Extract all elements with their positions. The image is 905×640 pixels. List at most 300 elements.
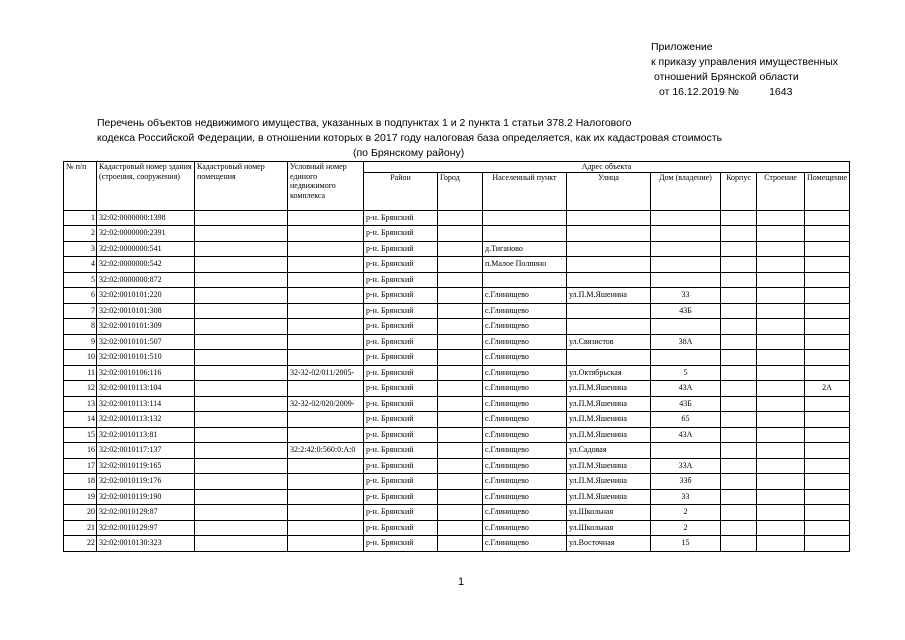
- cell-city: [438, 226, 483, 242]
- table-row: [64, 520, 850, 536]
- cell-city: [438, 257, 483, 273]
- cell-room: [805, 303, 850, 319]
- cell-cad-building: 32:02:0010130:323: [97, 536, 195, 552]
- cell-building: [757, 210, 805, 226]
- row-number: 5: [64, 272, 97, 288]
- cell-room: [805, 520, 850, 536]
- cell-room: [805, 458, 850, 474]
- header-room: Помещение: [805, 172, 850, 210]
- cell-cad-building: 32:02:0000000:542: [97, 257, 195, 273]
- cell-cond-num: [288, 412, 364, 428]
- cell-cad-room: [195, 303, 288, 319]
- page-number: 1: [458, 576, 465, 588]
- cell-house: 2: [651, 505, 721, 521]
- row-number: 8: [64, 319, 97, 335]
- table-row: [64, 303, 850, 319]
- row-number: 11: [64, 365, 97, 381]
- cell-district: р-н. Брянский: [364, 334, 438, 350]
- cell-district: р-н. Брянский: [364, 474, 438, 490]
- table-row: [64, 365, 850, 381]
- cell-cad-building: 32:02:0010113:104: [97, 381, 195, 397]
- cell-settlement: с.Глинищево: [483, 443, 567, 459]
- cell-district: р-н. Брянский: [364, 257, 438, 273]
- cell-house: [651, 272, 721, 288]
- cell-cad-building: 32:02:0010119:190: [97, 489, 195, 505]
- cell-street: [567, 303, 651, 319]
- cell-cond-num: [288, 505, 364, 521]
- cell-city: [438, 505, 483, 521]
- appendix-line-1: Приложение: [651, 41, 713, 53]
- cell-district: р-н. Брянский: [364, 536, 438, 552]
- cell-street: ул.Восточная: [567, 536, 651, 552]
- cell-room: [805, 505, 850, 521]
- cell-district: р-н. Брянский: [364, 412, 438, 428]
- appendix-line-2: к приказу управления имущественных: [651, 56, 839, 68]
- cell-house: 43Б: [651, 303, 721, 319]
- cell-cad-building: 32:02:0010101:510: [97, 350, 195, 366]
- cell-cond-num: [288, 319, 364, 335]
- row-number: 3: [64, 241, 97, 257]
- cell-room: [805, 257, 850, 273]
- cell-building: [757, 226, 805, 242]
- cell-building: [757, 272, 805, 288]
- cell-house: 65: [651, 412, 721, 428]
- cell-building: [757, 474, 805, 490]
- cell-settlement: с.Глинищево: [483, 365, 567, 381]
- cell-house: 33б: [651, 474, 721, 490]
- cell-settlement: с.Глинищево: [483, 536, 567, 552]
- appendix-line-4: [651, 85, 838, 100]
- cell-settlement: д.Тиганово: [483, 241, 567, 257]
- cell-city: [438, 334, 483, 350]
- cell-cad-room: [195, 257, 288, 273]
- cell-korpus: [721, 520, 757, 536]
- cell-district: р-н. Брянский: [364, 427, 438, 443]
- table-row: [64, 458, 850, 474]
- cell-korpus: [721, 334, 757, 350]
- cell-room: [805, 536, 850, 552]
- cell-cad-building: 32:02:0010113:81: [97, 427, 195, 443]
- row-number: 21: [64, 520, 97, 536]
- title-line-3: (по Брянскому району): [353, 147, 465, 159]
- cell-cond-num: [288, 303, 364, 319]
- cell-street: ул.П.М.Яшенина: [567, 396, 651, 412]
- appendix-line-3: отношений Брянской области: [654, 71, 799, 83]
- cell-settlement: с.Глинищево: [483, 288, 567, 304]
- cell-district: р-н. Брянский: [364, 226, 438, 242]
- cell-district: р-н. Брянский: [364, 288, 438, 304]
- table-row: [64, 241, 850, 257]
- cell-building: [757, 365, 805, 381]
- cell-cad-building: 32:02:0010119:176: [97, 474, 195, 490]
- cell-street: [567, 210, 651, 226]
- cell-city: [438, 303, 483, 319]
- row-number: 1: [64, 210, 97, 226]
- cell-street: ул.Школьная: [567, 505, 651, 521]
- cell-cad-room: [195, 396, 288, 412]
- cell-street: [567, 241, 651, 257]
- cell-korpus: [721, 412, 757, 428]
- cell-cad-room: [195, 536, 288, 552]
- cell-cond-num: [288, 427, 364, 443]
- cell-settlement: с.Глинищево: [483, 396, 567, 412]
- cell-cad-building: 32:02:0010117:137: [97, 443, 195, 459]
- row-number: 22: [64, 536, 97, 552]
- cell-room: [805, 427, 850, 443]
- cell-street: [567, 226, 651, 242]
- cell-korpus: [721, 427, 757, 443]
- cell-cad-room: [195, 350, 288, 366]
- cell-korpus: [721, 396, 757, 412]
- cell-building: [757, 443, 805, 459]
- cell-cond-num: [288, 489, 364, 505]
- cell-room: [805, 241, 850, 257]
- title-line-2: кодекса Российской Федерации, в отношении которых в 2017 году налоговая база определяется, как их кадастровая стоимость: [97, 132, 723, 144]
- cell-cond-num: [288, 241, 364, 257]
- cell-street: ул.П.М.Яшенина: [567, 288, 651, 304]
- cell-house: 33: [651, 489, 721, 505]
- cell-settlement: [483, 226, 567, 242]
- row-number: 9: [64, 334, 97, 350]
- cell-cond-num: [288, 458, 364, 474]
- header-city: Город: [438, 172, 483, 210]
- cell-cond-num: [288, 257, 364, 273]
- header-settlement: Населенный пункт: [483, 172, 567, 210]
- cell-cad-building: 32:02:0010129:97: [97, 520, 195, 536]
- table-row: [64, 210, 850, 226]
- cell-city: [438, 241, 483, 257]
- cell-settlement: с.Глинищево: [483, 505, 567, 521]
- cell-cad-building: 32:02:0010129:87: [97, 505, 195, 521]
- cell-settlement: с.Глинищево: [483, 474, 567, 490]
- row-number: 13: [64, 396, 97, 412]
- cell-district: р-н. Брянский: [364, 350, 438, 366]
- table-row: [64, 381, 850, 397]
- cell-room: [805, 443, 850, 459]
- header-street: Улица: [567, 172, 651, 210]
- cell-building: [757, 288, 805, 304]
- row-number: 2: [64, 226, 97, 242]
- cell-street: ул.Связистов: [567, 334, 651, 350]
- cell-korpus: [721, 288, 757, 304]
- cell-city: [438, 288, 483, 304]
- cell-street: ул.П.М.Яшенина: [567, 489, 651, 505]
- title-line-1: Перечень объектов недвижимого имущества, указанных в подпунктах 1 и 2 пункта 1 статьи 378.2 Налогового: [97, 117, 632, 129]
- order-date: от 16.12.2019 №: [659, 86, 740, 98]
- header-cad-building: Кадастровый номер здания (строения, сооружения): [97, 162, 195, 211]
- cell-room: 2А: [805, 381, 850, 397]
- cell-cad-building: 32:02:0010106:116: [97, 365, 195, 381]
- row-number: 15: [64, 427, 97, 443]
- cell-korpus: [721, 226, 757, 242]
- cell-district: р-н. Брянский: [364, 272, 438, 288]
- cell-korpus: [721, 381, 757, 397]
- cell-street: [567, 319, 651, 335]
- cell-building: [757, 458, 805, 474]
- row-number: 6: [64, 288, 97, 304]
- cell-settlement: с.Глинищево: [483, 319, 567, 335]
- cell-building: [757, 257, 805, 273]
- cell-cad-building: 32:02:0010101:507: [97, 334, 195, 350]
- table-row: [64, 396, 850, 412]
- cell-settlement: [483, 272, 567, 288]
- cell-district: р-н. Брянский: [364, 303, 438, 319]
- table-row: [64, 427, 850, 443]
- cell-district: р-н. Брянский: [364, 520, 438, 536]
- order-number: 1643: [769, 86, 793, 98]
- cell-settlement: с.Глинищево: [483, 520, 567, 536]
- row-number: 12: [64, 381, 97, 397]
- row-number: 7: [64, 303, 97, 319]
- cell-room: [805, 396, 850, 412]
- cell-building: [757, 303, 805, 319]
- cell-street: ул.П.М.Яшенина: [567, 458, 651, 474]
- cell-building: [757, 396, 805, 412]
- cell-settlement: с.Глинищево: [483, 350, 567, 366]
- cell-building: [757, 536, 805, 552]
- cell-city: [438, 536, 483, 552]
- table-row: [64, 257, 850, 273]
- row-number: 14: [64, 412, 97, 428]
- cell-district: р-н. Брянский: [364, 241, 438, 257]
- header-korpus: Корпус: [721, 172, 757, 210]
- header-district: Район: [364, 172, 438, 210]
- cell-cond-num: [288, 272, 364, 288]
- cell-cad-room: [195, 210, 288, 226]
- row-number: 17: [64, 458, 97, 474]
- cell-house: [651, 257, 721, 273]
- cell-city: [438, 458, 483, 474]
- cell-settlement: с.Глинищево: [483, 458, 567, 474]
- table-row: [64, 334, 850, 350]
- cell-cond-num: [288, 226, 364, 242]
- cell-cad-room: [195, 381, 288, 397]
- cell-house: [651, 443, 721, 459]
- cell-district: р-н. Брянский: [364, 381, 438, 397]
- cell-cad-building: 32:02:0010113:132: [97, 412, 195, 428]
- property-table: [63, 161, 850, 552]
- cell-room: [805, 334, 850, 350]
- cell-room: [805, 319, 850, 335]
- cell-house: 43А: [651, 381, 721, 397]
- cell-cad-building: 32:02:0010101:309: [97, 319, 195, 335]
- cell-cond-num: [288, 520, 364, 536]
- cell-building: [757, 427, 805, 443]
- cell-building: [757, 505, 805, 521]
- cell-house: 33: [651, 288, 721, 304]
- cell-house: [651, 319, 721, 335]
- cell-room: [805, 272, 850, 288]
- cell-room: [805, 365, 850, 381]
- cell-street: ул.П.М.Яшенина: [567, 381, 651, 397]
- cell-city: [438, 319, 483, 335]
- cell-cond-num: [288, 334, 364, 350]
- table-row: [64, 288, 850, 304]
- header-address: Адрес объекта: [364, 162, 850, 173]
- cell-city: [438, 396, 483, 412]
- cell-cad-room: [195, 288, 288, 304]
- cell-cond-num: 32-32-02/020/2009-: [288, 396, 364, 412]
- cell-house: 5: [651, 365, 721, 381]
- cell-city: [438, 520, 483, 536]
- cell-korpus: [721, 303, 757, 319]
- table-row: [64, 505, 850, 521]
- cell-room: [805, 210, 850, 226]
- cell-cond-num: [288, 210, 364, 226]
- cell-cond-num: [288, 474, 364, 490]
- cell-settlement: с.Глинищево: [483, 427, 567, 443]
- cell-korpus: [721, 458, 757, 474]
- cell-district: р-н. Брянский: [364, 319, 438, 335]
- cell-korpus: [721, 474, 757, 490]
- cell-district: р-н. Брянский: [364, 443, 438, 459]
- cell-street: ул.П.М.Яшенина: [567, 474, 651, 490]
- cell-cad-building: 32:02:0000000:1398: [97, 210, 195, 226]
- cell-city: [438, 365, 483, 381]
- cell-street: ул.П.М.Яшенина: [567, 427, 651, 443]
- cell-street: ул.Октябрьская: [567, 365, 651, 381]
- cell-district: р-н. Брянский: [364, 210, 438, 226]
- row-number: 19: [64, 489, 97, 505]
- cell-house: 15: [651, 536, 721, 552]
- cell-building: [757, 350, 805, 366]
- cell-house: 43Б: [651, 396, 721, 412]
- cell-cad-room: [195, 241, 288, 257]
- cell-cad-room: [195, 272, 288, 288]
- cell-cad-room: [195, 319, 288, 335]
- appendix-header: [651, 40, 838, 100]
- cell-cad-room: [195, 334, 288, 350]
- table-row: [64, 226, 850, 242]
- cell-cad-building: 32:02:0010119:165: [97, 458, 195, 474]
- cell-street: [567, 272, 651, 288]
- cell-city: [438, 350, 483, 366]
- header-house: Дом (владение): [651, 172, 721, 210]
- row-number: 16: [64, 443, 97, 459]
- table-row: [64, 536, 850, 552]
- cell-room: [805, 226, 850, 242]
- cell-cond-num: 32:2:42:0:560:0:А:0: [288, 443, 364, 459]
- cell-district: р-н. Брянский: [364, 365, 438, 381]
- cell-street: ул.Школьная: [567, 520, 651, 536]
- cell-korpus: [721, 443, 757, 459]
- cell-korpus: [721, 350, 757, 366]
- cell-district: р-н. Брянский: [364, 396, 438, 412]
- cell-settlement: с.Глинищево: [483, 381, 567, 397]
- cell-house: [651, 210, 721, 226]
- cell-korpus: [721, 365, 757, 381]
- cell-korpus: [721, 257, 757, 273]
- cell-house: [651, 241, 721, 257]
- cell-room: [805, 412, 850, 428]
- cell-house: 33А: [651, 458, 721, 474]
- cell-cad-room: [195, 412, 288, 428]
- cell-cad-room: [195, 474, 288, 490]
- cell-cad-building: 32:02:0000000:541: [97, 241, 195, 257]
- cell-cad-building: 32:02:0010101:308: [97, 303, 195, 319]
- cell-city: [438, 427, 483, 443]
- cell-cond-num: [288, 381, 364, 397]
- table-row: [64, 489, 850, 505]
- cell-settlement: с.Глинищево: [483, 489, 567, 505]
- table-row: [64, 350, 850, 366]
- cell-city: [438, 489, 483, 505]
- cell-city: [438, 272, 483, 288]
- cell-korpus: [721, 536, 757, 552]
- table-row: [64, 412, 850, 428]
- cell-building: [757, 334, 805, 350]
- table-row: [64, 319, 850, 335]
- cell-cad-room: [195, 489, 288, 505]
- cell-korpus: [721, 241, 757, 257]
- cell-cad-room: [195, 520, 288, 536]
- cell-cad-room: [195, 427, 288, 443]
- row-number: 20: [64, 505, 97, 521]
- cell-room: [805, 350, 850, 366]
- cell-cad-building: 32:02:0000000:872: [97, 272, 195, 288]
- cell-building: [757, 319, 805, 335]
- cell-cad-building: 32:02:0010101:220: [97, 288, 195, 304]
- cell-korpus: [721, 319, 757, 335]
- cell-cad-room: [195, 443, 288, 459]
- cell-korpus: [721, 210, 757, 226]
- cell-settlement: п.Малое Полпино: [483, 257, 567, 273]
- cell-building: [757, 381, 805, 397]
- cell-cad-room: [195, 365, 288, 381]
- table-row: [64, 474, 850, 490]
- cell-house: [651, 350, 721, 366]
- cell-room: [805, 474, 850, 490]
- cell-city: [438, 381, 483, 397]
- header-num: № п/п: [64, 162, 97, 211]
- cell-cond-num: 32-32-02/011/2005-: [288, 365, 364, 381]
- cell-korpus: [721, 505, 757, 521]
- header-cad-room: Кадастровый номер помещения: [195, 162, 288, 211]
- table-row: [64, 272, 850, 288]
- cell-settlement: с.Глинищево: [483, 303, 567, 319]
- cell-street: ул.Садовая: [567, 443, 651, 459]
- cell-city: [438, 412, 483, 428]
- cell-street: [567, 350, 651, 366]
- cell-settlement: с.Глинищево: [483, 334, 567, 350]
- cell-house: 43А: [651, 427, 721, 443]
- cell-building: [757, 241, 805, 257]
- cell-district: р-н. Брянский: [364, 505, 438, 521]
- cell-cad-room: [195, 226, 288, 242]
- cell-district: р-н. Брянский: [364, 458, 438, 474]
- cell-settlement: с.Глинищево: [483, 412, 567, 428]
- cell-street: ул.П.М.Яшенина: [567, 412, 651, 428]
- cell-cond-num: [288, 288, 364, 304]
- cell-house: 2: [651, 520, 721, 536]
- cell-cad-building: 32:02:0010113:114: [97, 396, 195, 412]
- cell-house: 38А: [651, 334, 721, 350]
- cell-cond-num: [288, 536, 364, 552]
- cell-city: [438, 210, 483, 226]
- cell-korpus: [721, 489, 757, 505]
- row-number: 4: [64, 257, 97, 273]
- cell-cad-building: 32:02:0000000:2391: [97, 226, 195, 242]
- cell-room: [805, 288, 850, 304]
- header-building: Строение: [757, 172, 805, 210]
- row-number: 10: [64, 350, 97, 366]
- cell-building: [757, 489, 805, 505]
- cell-district: р-н. Брянский: [364, 489, 438, 505]
- cell-building: [757, 412, 805, 428]
- cell-cond-num: [288, 350, 364, 366]
- header-cond-num: Условный номер единого недвижимого комплекса: [288, 162, 364, 211]
- cell-settlement: [483, 210, 567, 226]
